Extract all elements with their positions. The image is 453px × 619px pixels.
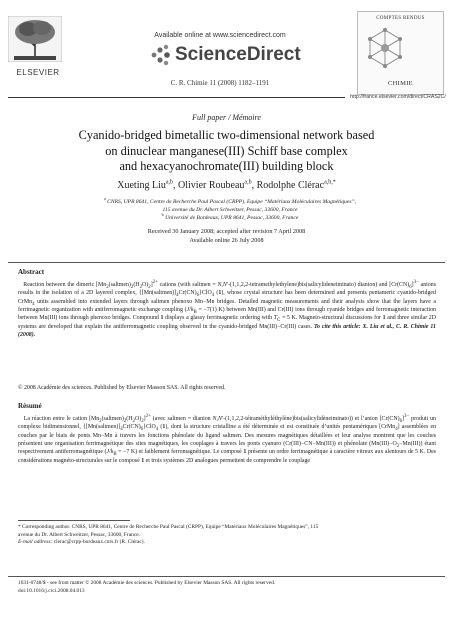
footer-copyright: 1631-0748/$ - see front matter © 2008 Académie des sciences. Published by Elsevier Masson SAS. All rights reserved.	[18, 580, 276, 586]
abstract-copyright: © 2008 Académie des sciences. Published by Elsevier Masson SAS. All rights reserved.	[18, 385, 226, 391]
sciencedirect-brand[interactable]	[150, 42, 330, 68]
sciencedirect-wordmark: ScienceDirect	[175, 44, 301, 65]
footnote-email	[18, 539, 436, 547]
footnote-line: avenue du Dr. Albert Schweitzer, Pessac, 33600, France.	[18, 531, 140, 538]
title-line: and hexacyanochromate(III) building block	[119, 159, 334, 173]
title-line: on dinuclear manganese(III) Schiff base complex	[105, 143, 348, 158]
article-history	[0, 228, 453, 245]
corresponding-author-footnote	[18, 524, 436, 547]
received-date: Received 30 January 2008; accepted after revision 7 April 2008	[147, 228, 306, 235]
email-label: E-mail address:	[18, 539, 53, 545]
abstract-divider	[8, 262, 445, 263]
available-online-link[interactable]: Available online at www.sciencedirect.com	[154, 32, 286, 39]
footer-divider	[8, 576, 445, 577]
sciencedirect-dots-icon	[150, 44, 172, 66]
journal-reference: C. R. Chimie 11 (2008) 1182–1191	[170, 79, 270, 87]
cover-subtitle: CHIMIE	[388, 80, 413, 87]
page-footer	[18, 580, 448, 595]
journal-url-link[interactable]: http://france.elsevier.com/direct/CRAS2C/	[350, 94, 446, 100]
resume-heading: Résumé	[18, 402, 42, 410]
author-name[interactable]: Xueting Liu	[117, 180, 166, 191]
abstract-heading: Abstract	[18, 268, 45, 276]
footer-doi[interactable]: doi:10.1016/j.crci.2008.04.013	[18, 587, 85, 594]
author-affiliation-marker: a,b	[244, 179, 252, 186]
cover-title: COMPTES RENDUS	[376, 16, 425, 21]
journal-cover	[357, 11, 444, 95]
article-type-label: Full paper / Mémoire	[192, 113, 261, 122]
author-affiliation-marker: a,b,*	[324, 179, 336, 186]
affiliation-a: $^a$ CNRS, UPR 8641, Centre de Recherche Paul Pascal (CRPP), Equipe “Matériaux Moléculaires Magnétiques”,	[103, 196, 357, 205]
footnote-line: * Corresponding author. CNRS, UPR 8641, Centre de Recherche Paul Pascal (CRPP), Equipe “Matériaux Moléculaires Magnétiques”, 115	[18, 524, 319, 530]
publisher-name: ELSEVIER	[16, 68, 60, 77]
author-list: Xueting Liu$^{a,b}$, Olivier Roubeau$^{a,b}$, Rodolphe Clérac$^{a,b,*}$	[117, 179, 336, 191]
abstract-body: Reaction between the dimeric $[Mn_2(saltmen)_2(H_2O)_2]^{2+}$ cations (with saltmen = N,N′-(1,1,2,2-tetramethylethylene)bis(salicylideneiminato) dianion) and $[Cr(CN)_6]^{3-}$ anions results in the isolation of a 2D layered complex, $\{[Mn(saltmen)]_4Cr(CN)_6\}ClO_4$ (1), whose crystal structure has been determined and presents pentameric cyanido-bridged CrMn$_4$ units assembled into extended layers through saltmen phenoxo Mn−Mn bridges. Detailed magnetic measurements and their analysis show that the layers have a ferrimagnetic organization with antiferromagnetic exchange coupling ($J/k_B = -7(1)$ K) between Mn(III) and Cr(III) ions through cyanide bridges and ferromagnetic interaction between Mn(III) ions through phenoxo bridges. Compound 1 displays a glassy ferrimagnetic ordering with $T_C = 5$ K. Magneto-structural discussions for 1 and three similar 2D systems are developed that explain the antiferromagnetic coupling observed in the cyanido-bridged Mn(III)−Cr(III) cases. To cite this article: X. Liu et al., C. R. Chimie 11 (2008).	[18, 280, 437, 339]
title-line: Cyanido-bridged bimetallic two-dimensional network based	[78, 128, 375, 142]
affiliation-b: $^b$ Université de Bordeaux, UPR 8641, Pessac, 33600, France	[161, 212, 299, 221]
available-date: Available online 26 July 2008	[189, 236, 264, 244]
affiliation-a-address: 115 avenue du Dr. Albert Schweitzer, Pessac, 33600, France	[162, 207, 298, 213]
elsevier-tree-icon	[8, 16, 62, 62]
header-divider	[8, 97, 345, 98]
resume-body: La réaction entre le cation $[Mn_2(saltmen)_2(H_2O)_2]^{2+}$ (avec saltmen = dianion N,N′-(1,1,2,2-tétraméthyléthylène)bis(salicylidèneiminato)) et l’anion $[Cr(CN)_6]^{3-}$ produit un complexe bidimensionnel, $\{[Mn(saltmen)]_4Cr(CN)_6\}ClO_4$ (1), dont la structure cristalline a été déterminée et est constituée d’unités pentamériques [CrMn$_4$] assemblées en couches par le biais de ponts Mn−Mn à travers les fonctions phénolate du ligand saltmen. Des mesures magnétiques détaillées et leur analyse montrent que les couches présentent une organisation ferrimagnétique des sites magnétiques, les couplages à travers les ponts cyanuro (Cr(III)−CN−Mn(III)) et phénolate $(Mn(III)-O_2-Mn(III))$ étant respectivement antiferromagnétique ($J/k_B = -7$ K) et faiblement ferromagnétique. Le composé 1 présente un ordre ferrimagnétique à caractère vitreux aux alentours de 5 K. Des considérations magnéto-structurales sur le composé 1 et trois systèmes 2D analogues permettent de comprendre le couplage	[18, 414, 437, 464]
paper-title	[40, 128, 413, 175]
elsevier-logo	[8, 16, 68, 86]
affiliations	[70, 198, 390, 222]
author-name[interactable]: Rodolphe Clérac	[256, 180, 325, 191]
email-link[interactable]: clerac@crpp-bordeaux.cnrs.fr (R. Clérac).	[53, 539, 145, 545]
author-affiliation-marker: a,b	[165, 179, 174, 186]
author-name[interactable]: Olivier Roubeau	[178, 180, 245, 191]
footnote-divider	[18, 520, 130, 521]
cover-molecule-icon	[358, 24, 413, 74]
